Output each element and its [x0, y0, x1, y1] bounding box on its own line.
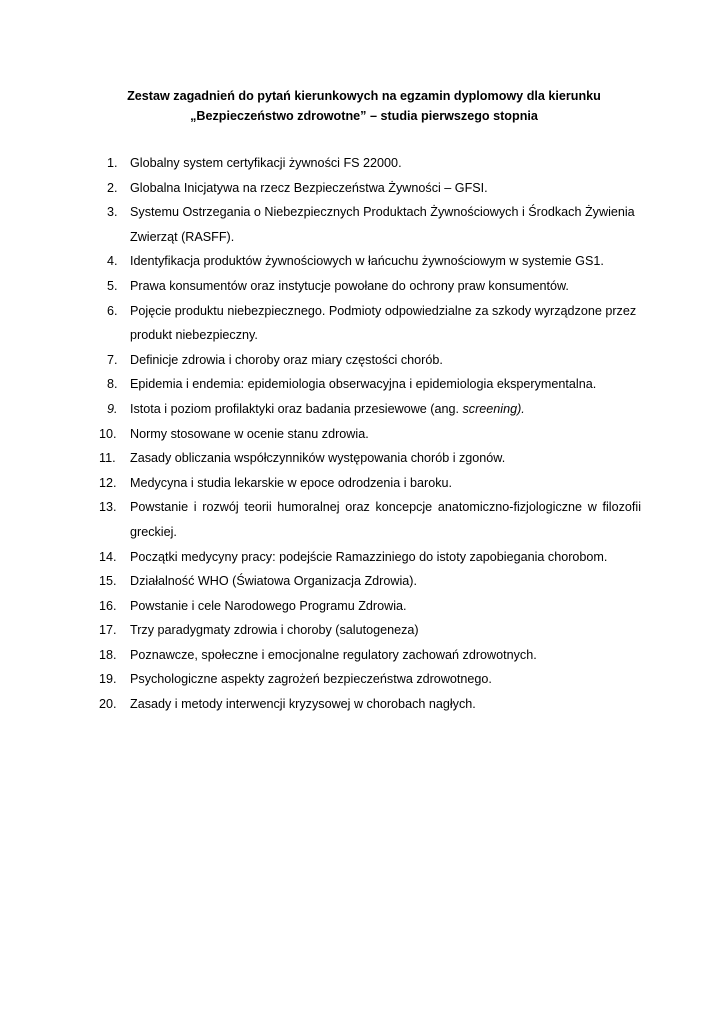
question-list — [91, 151, 641, 717]
list-item — [91, 594, 641, 619]
list-item — [91, 397, 641, 422]
item-number: 19. — [99, 672, 117, 687]
item-text: Pojęcie produktu niebezpiecznego. Podmioty odpowiedzialne za szkody wyrządzone przez produkt niebezpieczny. — [130, 303, 637, 343]
list-item — [91, 299, 641, 348]
item-text: Normy stosowane w ocenie stanu zdrowia. — [130, 426, 369, 441]
item-text: Początki medycyny pracy: podejście Ramazziniego do istoty zapobiegania chorobom. — [130, 549, 608, 564]
item-text: Epidemia i endemia: epidemiologia obserwacyjna i epidemiologia eksperymentalna. — [130, 377, 597, 392]
list-item — [91, 569, 641, 594]
item-number: 4. — [107, 254, 118, 269]
item-text-main: Istota i poziom profilaktyki oraz badania przesiewowe (ang. — [130, 401, 463, 416]
item-number: 12. — [99, 475, 117, 490]
item-text — [130, 402, 525, 416]
item-text: Psychologiczne aspekty zagrożeń bezpieczeństwa zdrowotnego. — [130, 672, 492, 687]
list-item — [91, 249, 641, 274]
item-text: Działalność WHO (Światowa Organizacja Zdrowia). — [130, 574, 417, 589]
item-number: 3. — [107, 205, 118, 220]
item-text: Medycyna i studia lekarskie w epoce odrodzenia i baroku. — [130, 475, 453, 490]
item-text: Powstanie i cele Narodowego Programu Zdrowia. — [130, 598, 407, 613]
list-item — [91, 372, 641, 397]
item-number: 20. — [99, 697, 117, 712]
list-item — [91, 471, 641, 496]
item-text-emphasis: screening). — [462, 401, 525, 416]
item-text: Globalny system certyfikacji żywności FS 22000. — [130, 156, 402, 170]
item-text: Zasady obliczania współczynników występowania chorób i zgonów. — [130, 451, 506, 466]
list-item — [91, 274, 641, 299]
list-item — [91, 643, 641, 668]
item-text: Globalna Inicjatywa na rzecz Bezpieczeństwa Żywności – GFSI. — [130, 180, 488, 195]
item-number: 10. — [99, 426, 117, 441]
item-text: Poznawcze, społeczne i emocjonalne regulatory zachowań zdrowotnych. — [130, 647, 537, 662]
item-number: 1. — [107, 156, 118, 170]
item-text: Powstanie i rozwój teorii humoralnej oraz koncepcje anatomiczno-fizjologiczne w filozofii greckiej. — [130, 500, 641, 539]
list-item — [91, 495, 641, 544]
item-number: 9. — [107, 401, 118, 416]
item-number: 17. — [99, 623, 117, 638]
item-number: 6. — [107, 303, 118, 318]
item-number: 5. — [107, 278, 118, 293]
item-number: 16. — [99, 598, 117, 613]
item-number: 11. — [99, 451, 116, 466]
document-title: Zestaw zagadnień do pytań kierunkowych na egzamin dyplomowy dla kierunku „Bezpieczeństwo zdrowotne” – studia pierwszego stopnia — [127, 89, 601, 123]
item-number: 18. — [99, 647, 117, 662]
item-text: Identyfikacja produktów żywnościowych w łańcuchu żywnościowym w systemie GS1. — [130, 254, 604, 269]
list-item — [91, 422, 641, 447]
item-number: 15. — [99, 574, 117, 589]
list-item — [91, 200, 641, 249]
item-text: Systemu Ostrzegania o Niebezpiecznych Produktach Żywnościowych i Środkach Żywienia Zwierząt (RASFF). — [130, 205, 635, 244]
item-text: Prawa konsumentów oraz instytucje powołane do ochrony praw konsumentów. — [130, 278, 569, 293]
list-item — [91, 151, 641, 176]
item-text: Zasady i metody interwencji kryzysowej w chorobach nagłych. — [130, 697, 476, 712]
item-text: Definicje zdrowia i choroby oraz miary częstości chorób. — [130, 352, 443, 367]
item-number: 8. — [107, 377, 118, 392]
item-number: 2. — [107, 180, 118, 195]
item-number: 14. — [99, 549, 117, 564]
list-item — [91, 176, 641, 201]
list-item — [91, 446, 641, 471]
item-number: 7. — [107, 352, 118, 367]
list-item — [91, 348, 641, 373]
list-item — [91, 667, 641, 692]
list-item — [91, 618, 641, 643]
list-item — [91, 545, 641, 570]
item-number: 13. — [99, 500, 117, 515]
list-item — [91, 692, 641, 717]
item-text: Trzy paradygmaty zdrowia i choroby (salutogeneza) — [130, 623, 419, 638]
